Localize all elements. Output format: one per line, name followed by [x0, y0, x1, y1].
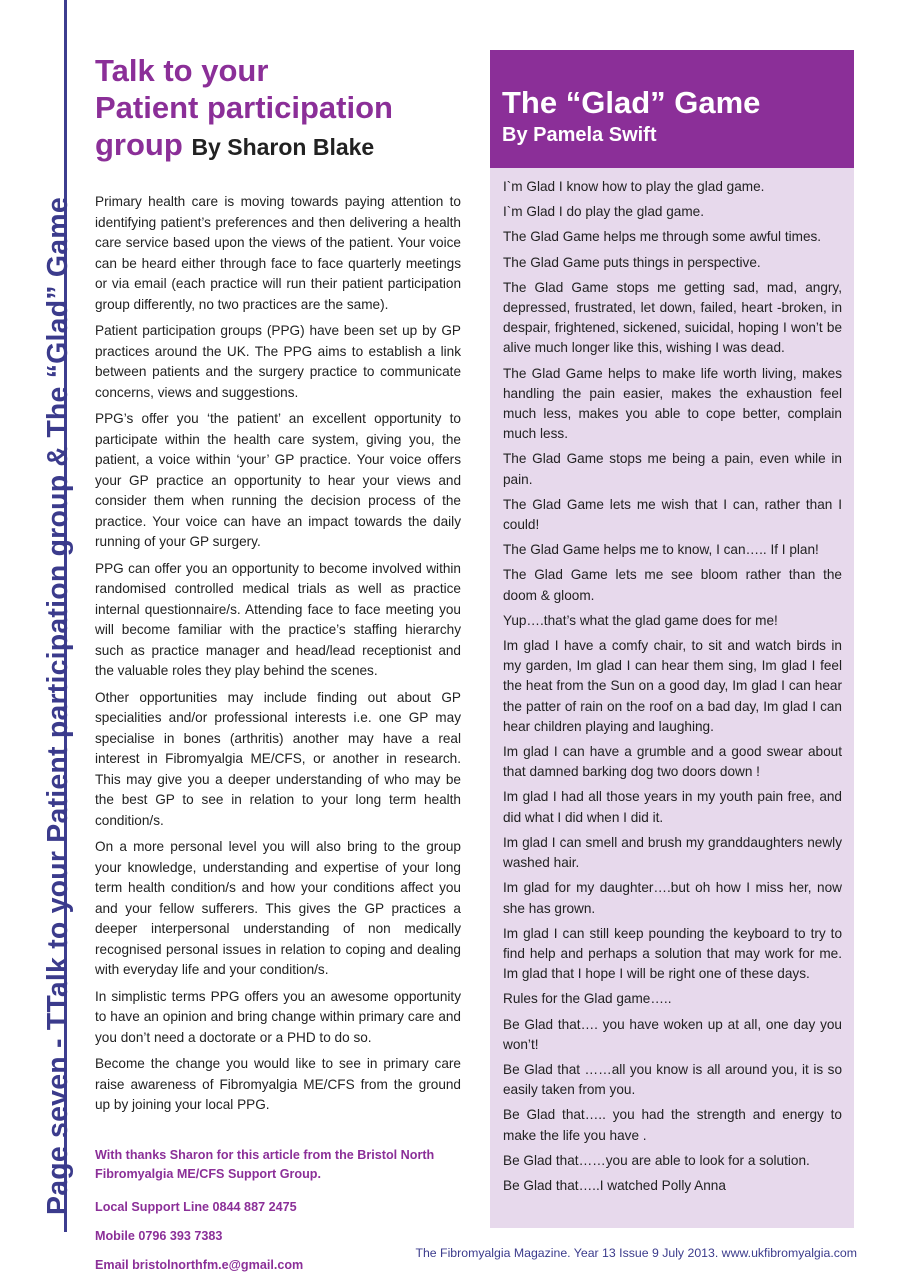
- article-body: [95, 192, 461, 1116]
- side-title: Page seven - TTalk to your Patient participation group & The “Glad” Game: [42, 197, 74, 1215]
- article-byline: By Sharon Blake: [191, 134, 375, 160]
- glad-paragraph: The Glad Game helps to make life worth living, makes handling the pain easier, makes the exhaustion feel much less, makes you able to cope better, complain much less.: [503, 365, 842, 442]
- glad-paragraph: Be Glad that…. you have woken up at all, one day you won’t!: [503, 1016, 842, 1052]
- glad-paragraph: Be Glad that……you are able to look for a solution.: [503, 1152, 810, 1168]
- headline-line-1: Talk to your: [95, 53, 269, 88]
- glad-game-body: [490, 168, 854, 1196]
- glad-paragraph: The Glad Game stops me being a pain, even while in pain.: [503, 451, 842, 487]
- glad-game-panel: [490, 50, 854, 1228]
- glad-paragraph: Be Glad that…..I watched Polly Anna: [503, 1177, 726, 1193]
- left-article: [95, 52, 461, 1285]
- article-paragraph: PPG’s offer you ‘the patient’ an excellent opportunity to participate within the health care system, giving you, the patient, a voice within ‘your’ GP practice. Your voice offers your GP practice an opportunity to hear your views and consider them when running the decision process of the practice. Your voice can have an impact towards the daily running of your GP surgery.: [95, 411, 461, 549]
- credits-support-line: Local Support Line 0844 887 2475: [95, 1199, 297, 1214]
- glad-paragraph: The Glad Game helps me through some awful times.: [503, 229, 822, 245]
- glad-paragraph: I`m Glad I do play the glad game.: [503, 204, 704, 220]
- glad-paragraph: Rules for the Glad game…..: [503, 991, 672, 1007]
- article-paragraph: Primary health care is moving towards paying attention to identifying patient’s preferences and then delivering a health care service based upon the views of the patient. Your voice can be heard either through face to face quarterly meetings or via email (each practice will run their patient participation group differently, no two practices are the same).: [95, 194, 461, 312]
- glad-paragraph: Be Glad that ……all you know is all around you, it is so easily taken from you.: [503, 1061, 842, 1098]
- article-paragraph: Other opportunities may include finding out about GP specialities and/or professional interests i.e. one GP may specialise in bones (arthritis) another may have a real interest in Fibromyalgia ME/CFS, or another in research. This may give you a deeper understanding of who may be the best GP to see in relation to your long term health condition/s.: [95, 689, 461, 828]
- glad-paragraph: Yup….that’s what the glad game does for me!: [503, 612, 778, 628]
- article-credits: [95, 1146, 461, 1275]
- credits-email: Email bristolnorthfm.e@gmail.com: [95, 1257, 304, 1272]
- article-paragraph: In simplistic terms PPG offers you an awesome opportunity to have an opinion and bring change within primary care and you don’t need a doctorate or a PHD to do so.: [95, 988, 461, 1045]
- glad-paragraph: The Glad Game lets me see bloom rather than the doom & gloom.: [503, 567, 842, 603]
- glad-paragraph: Im glad for my daughter….but oh how I miss her, now she has grown.: [503, 880, 842, 916]
- credits-mobile: Mobile 0796 393 7383: [95, 1228, 223, 1243]
- glad-paragraph: The Glad Game puts things in perspective.: [503, 254, 761, 270]
- glad-paragraph: The Glad Game helps me to know, I can….. If I plan!: [503, 542, 819, 558]
- glad-paragraph: Im glad I can have a grumble and a good swear about that damned barking dog two doors down !: [503, 744, 842, 780]
- glad-game-byline: By Pamela Swift: [502, 124, 657, 146]
- article-paragraph: Become the change you would like to see in primary care raise awareness of Fibromyalgia ME/CFS from the ground up by joining your local PPG.: [95, 1056, 461, 1112]
- glad-paragraph: Im glad I have a comfy chair, to sit and watch birds in my garden, Im glad I can hear them sing, Im glad I feel the heat from the Sun on a good day, Im glad I can hear the patter of rain on the roof on a bad day, Im glad I can hear children playing and laughing.: [503, 638, 842, 734]
- glad-paragraph: I`m Glad I know how to play the glad game.: [503, 179, 765, 194]
- glad-paragraph: The Glad Game stops me getting sad, mad, angry, depressed, frustrated, let down, failed, heart -broken, in despair, frightened, sickened, suicidal, hoping I won’t be alive much longer like this, wishing I was dead.: [503, 279, 842, 356]
- headline-line-2: Patient participation: [95, 90, 393, 125]
- article-paragraph: PPG can offer you an opportunity to become involved within randomised controlled medical trials as well as practice internal questionnaire/s. Attending face to face meeting you will become familiar with the practice’s staffing hierarchy such as practice manager and head/lead receptionist and the valuable roles they play behind the scenes.: [95, 560, 461, 678]
- page-footer: The Fibromyalgia Magazine. Year 13 Issue 9 July 2013. www.ukfibromyalgia.com: [415, 1246, 857, 1260]
- article-paragraph: Patient participation groups (PPG) have been set up by GP practices around the UK. The PPG aims to establish a link between patients and the surgery practice to communicate concerns, views and suggestions.: [95, 323, 461, 400]
- article-paragraph: On a more personal level you will also bring to the group your knowledge, understanding and expertise of your long term health condition/s and how your conditions affect you and your fellow sufferers. This gives the GP practices a deeper interpersonal understanding of non medically recognised personal issues in relation to coping and dealing with everyday life and your condition/s.: [95, 839, 461, 977]
- glad-paragraph: Im glad I can smell and brush my granddaughters newly washed hair.: [503, 834, 842, 871]
- credits-thanks: With thanks Sharon for this article from the Bristol North Fibromyalgia ME/CFS Support Group.: [95, 1147, 435, 1181]
- glad-paragraph: The Glad Game lets me wish that I can, rather than I could!: [503, 496, 842, 533]
- glad-paragraph: Im glad I had all those years in my youth pain free, and did what I did when I did it.: [503, 789, 842, 825]
- glad-game-header: [490, 50, 854, 168]
- glad-paragraph: Be Glad that….. you had the strength and energy to make the life you have .: [503, 1107, 842, 1143]
- glad-paragraph: Im glad I can still keep pounding the keyboard to try to find help and perhaps a solution that may work for me. Im glad that I hope I will be right one of these days.: [503, 925, 842, 982]
- article-headline: [95, 52, 461, 166]
- glad-game-title: The “Glad” Game: [502, 85, 761, 120]
- headline-line-3: group: [95, 127, 183, 162]
